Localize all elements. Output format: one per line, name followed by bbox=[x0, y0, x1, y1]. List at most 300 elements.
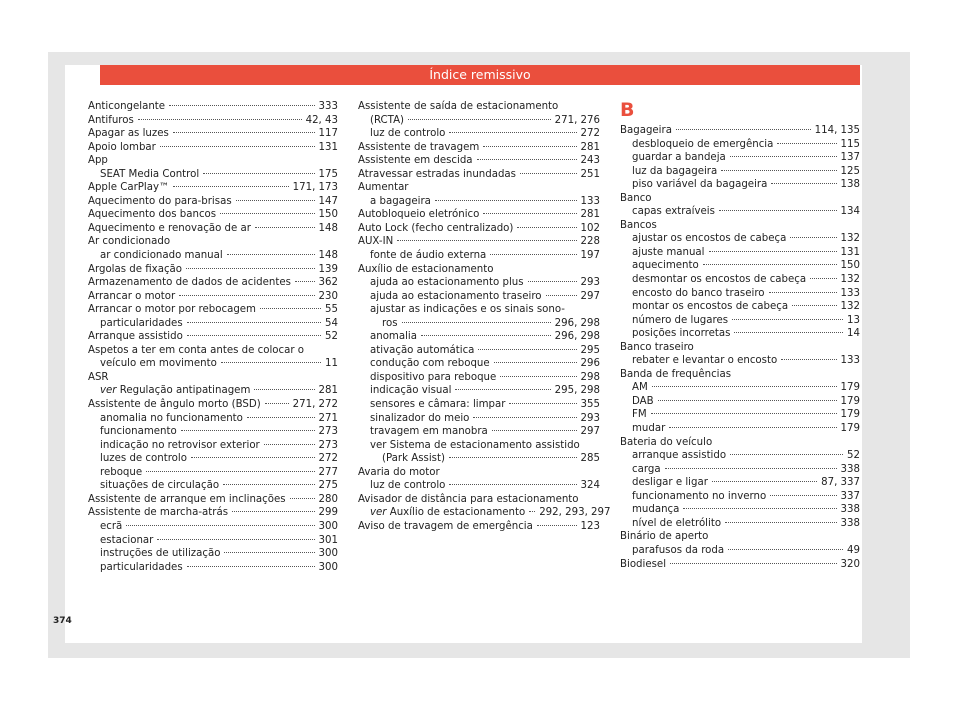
dot-leader bbox=[652, 386, 837, 387]
dot-leader bbox=[449, 457, 577, 458]
index-entry bbox=[358, 290, 600, 304]
index-entry bbox=[88, 290, 338, 304]
index-entry bbox=[358, 344, 600, 358]
index-column-3 bbox=[620, 100, 860, 571]
dot-leader bbox=[477, 159, 577, 160]
entry-label bbox=[100, 439, 260, 453]
entry-label bbox=[358, 520, 533, 534]
dot-leader bbox=[173, 186, 288, 187]
entry-label bbox=[370, 412, 469, 426]
dot-leader bbox=[224, 552, 314, 553]
dot-leader bbox=[651, 413, 837, 414]
dot-leader bbox=[236, 200, 315, 201]
index-entry bbox=[358, 425, 600, 439]
index-entry bbox=[88, 303, 338, 317]
index-heading: Banco traseiro bbox=[620, 341, 694, 353]
entry-text: funcionamento no inverno bbox=[632, 490, 767, 502]
entry-text: situações de circulação bbox=[100, 480, 220, 492]
index-heading: Avisador de distância para estacionamento bbox=[358, 493, 579, 505]
index-entry bbox=[88, 100, 338, 114]
index-entry bbox=[88, 412, 338, 426]
entry-page: 281 bbox=[580, 141, 600, 153]
index-entry bbox=[88, 208, 338, 222]
dot-leader bbox=[260, 308, 321, 309]
entry-page: 179 bbox=[840, 382, 860, 394]
entry-label bbox=[100, 425, 177, 439]
entry-text: condução com reboque bbox=[370, 358, 490, 370]
index-entry bbox=[358, 479, 600, 493]
entry-text: Apagar as luzes bbox=[88, 128, 169, 140]
index-entry bbox=[88, 425, 338, 439]
index-entry bbox=[358, 357, 600, 371]
dot-leader bbox=[769, 292, 837, 293]
entry-label bbox=[632, 408, 647, 422]
entry-label bbox=[370, 344, 474, 358]
index-entry bbox=[88, 330, 338, 344]
entry-page: 271, 272 bbox=[292, 399, 338, 411]
dot-leader bbox=[223, 484, 314, 485]
entry-label bbox=[100, 547, 220, 561]
entry-text: posições incorretas bbox=[632, 328, 731, 340]
index-entry bbox=[620, 259, 860, 273]
index-entry bbox=[358, 208, 600, 222]
entry-label bbox=[370, 127, 445, 141]
entry-label bbox=[632, 314, 728, 328]
entry-label bbox=[370, 398, 505, 412]
entry-page: 295, 298 bbox=[554, 385, 600, 397]
cross-ref-word: ver bbox=[100, 385, 117, 397]
entry-label bbox=[370, 114, 404, 128]
entry-label bbox=[370, 371, 496, 385]
entry-page: 324 bbox=[580, 480, 600, 492]
entry-page: 355 bbox=[580, 399, 600, 411]
index-entry bbox=[88, 114, 338, 128]
entry-text: luz de controlo bbox=[370, 128, 446, 140]
index-entry bbox=[88, 222, 338, 236]
index-entry bbox=[620, 246, 860, 260]
index-entry bbox=[88, 195, 338, 209]
index-entry bbox=[88, 561, 338, 575]
entry-text: mudança bbox=[632, 504, 680, 516]
entry-label bbox=[100, 452, 187, 466]
entry-page: 147 bbox=[318, 195, 338, 207]
entry-label bbox=[100, 249, 223, 263]
dot-leader bbox=[187, 566, 315, 567]
dot-leader bbox=[703, 264, 837, 265]
index-heading: Aspetos a ter em conta antes de colocar o bbox=[88, 344, 305, 356]
entry-page: 333 bbox=[318, 101, 338, 112]
entry-text: FM bbox=[632, 409, 647, 421]
entry-text: Assistente de arranque em inclinações bbox=[88, 493, 286, 505]
entry-text: ajuste manual bbox=[632, 246, 705, 258]
entry-page: 125 bbox=[840, 165, 860, 177]
index-heading: ajustar as indicações e os sinais sono- bbox=[370, 304, 565, 316]
entry-text: (RCTA) bbox=[370, 114, 405, 126]
dot-leader bbox=[254, 389, 314, 390]
index-entry bbox=[358, 276, 600, 290]
index-heading: ver Sistema de estacionamento assistido bbox=[370, 439, 580, 451]
entry-page: 280 bbox=[318, 493, 338, 505]
entry-label bbox=[370, 479, 445, 493]
entry-label bbox=[632, 327, 730, 341]
index-column-2 bbox=[358, 100, 611, 534]
entry-text: ajuda ao estacionamento traseiro bbox=[370, 290, 542, 302]
dot-leader bbox=[537, 525, 577, 526]
dot-leader bbox=[402, 322, 551, 323]
entry-text: Arrancar o motor por rebocagem bbox=[88, 304, 256, 316]
section-title: Índice remissivo bbox=[429, 67, 531, 82]
entry-page: 54 bbox=[325, 317, 338, 329]
index-entry bbox=[88, 506, 338, 520]
entry-text: arranque assistido bbox=[632, 450, 727, 462]
entry-label bbox=[100, 168, 199, 182]
entry-text: Antifuros bbox=[88, 114, 134, 126]
entry-text: travagem em manobra bbox=[370, 426, 488, 438]
entry-text: reboque bbox=[100, 466, 143, 478]
entry-text: estacionar bbox=[100, 534, 154, 546]
index-entry bbox=[88, 384, 338, 398]
dot-leader bbox=[227, 254, 315, 255]
index-heading: Avaria do motor bbox=[358, 466, 440, 478]
entry-label bbox=[632, 449, 726, 463]
index-entry bbox=[358, 235, 600, 249]
dot-leader bbox=[138, 119, 302, 120]
dot-leader bbox=[683, 508, 836, 509]
entry-text: SEAT Media Control bbox=[100, 168, 200, 180]
entry-page: 52 bbox=[325, 331, 338, 343]
index-entry bbox=[88, 493, 338, 507]
dot-leader bbox=[421, 335, 551, 336]
entry-label bbox=[88, 141, 156, 155]
dot-leader bbox=[186, 268, 315, 269]
index-heading: Binário de aperto bbox=[620, 531, 709, 543]
entry-text: Aviso de travagem de emergência bbox=[358, 520, 533, 532]
dot-leader bbox=[483, 146, 576, 147]
entry-text: luz da bagageira bbox=[632, 165, 718, 177]
entry-page: 293 bbox=[580, 277, 600, 289]
index-entry bbox=[620, 517, 860, 531]
entry-text: particularidades bbox=[100, 561, 183, 573]
dot-leader bbox=[529, 511, 535, 512]
index-heading: ASR bbox=[88, 371, 109, 383]
entry-page: 320 bbox=[840, 558, 860, 570]
entry-page: 251 bbox=[580, 168, 600, 180]
index-entry bbox=[358, 114, 600, 128]
index-entry bbox=[620, 381, 860, 395]
index-entry bbox=[620, 138, 860, 152]
entry-text: nível de eletrólito bbox=[632, 517, 722, 529]
entry-page: 132 bbox=[840, 301, 860, 313]
entry-text: luz de controlo bbox=[370, 480, 446, 492]
dot-leader bbox=[265, 403, 289, 404]
entry-text: Arranque assistido bbox=[88, 331, 183, 343]
index-entry bbox=[358, 168, 600, 182]
entry-text: sinalizador do meio bbox=[370, 412, 470, 424]
entry-text: Auto Lock (fecho centralizado) bbox=[358, 222, 514, 234]
index-entry bbox=[358, 222, 600, 236]
dot-leader bbox=[709, 251, 837, 252]
entry-text: anomalia bbox=[370, 331, 418, 343]
entry-text: desbloqueio de emergência bbox=[632, 138, 774, 150]
entry-label bbox=[358, 141, 479, 155]
entry-page: 114, 135 bbox=[814, 125, 860, 136]
entry-label bbox=[632, 354, 777, 368]
entry-text: Armazenamento de dados de acidentes bbox=[88, 277, 291, 289]
entry-page: 134 bbox=[840, 206, 860, 218]
index-heading: Auxílio de estacionamento bbox=[358, 263, 494, 275]
entry-label bbox=[370, 425, 488, 439]
index-entry bbox=[88, 263, 338, 277]
index-entry bbox=[88, 466, 338, 480]
index-entry bbox=[358, 412, 600, 426]
index-entry bbox=[358, 154, 600, 168]
entry-text: dispositivo para reboque bbox=[370, 371, 497, 383]
entry-text: veículo em movimento bbox=[100, 358, 217, 370]
entry-text: desmontar os encostos de cabeça bbox=[632, 274, 807, 286]
entry-page: 243 bbox=[580, 155, 600, 167]
dot-leader bbox=[157, 539, 314, 540]
entry-label bbox=[100, 384, 250, 398]
dot-leader bbox=[247, 417, 315, 418]
index-heading: App bbox=[88, 155, 108, 167]
dot-leader bbox=[712, 481, 817, 482]
entry-label bbox=[358, 235, 393, 249]
dot-leader bbox=[494, 362, 577, 363]
dot-leader bbox=[732, 319, 843, 320]
index-entry bbox=[88, 479, 338, 493]
index-heading: Ar condicionado bbox=[88, 236, 171, 248]
entry-label bbox=[88, 114, 134, 128]
index-entry bbox=[620, 205, 860, 219]
index-heading: Banda de frequências bbox=[620, 368, 732, 380]
index-entry bbox=[358, 520, 600, 534]
entry-page: 281 bbox=[580, 209, 600, 221]
entry-text: ar condicionado manual bbox=[100, 250, 223, 262]
entry-page: 150 bbox=[840, 260, 860, 272]
dot-leader bbox=[187, 335, 321, 336]
entry-page: 362 bbox=[318, 277, 338, 289]
index-entry bbox=[620, 124, 860, 138]
entry-page: 292, 293, 297 bbox=[539, 507, 611, 519]
entry-text: piso variável da bagageira bbox=[632, 179, 768, 191]
entry-page: 272 bbox=[318, 453, 338, 465]
entry-page: 131 bbox=[840, 246, 860, 258]
entry-page: 275 bbox=[318, 480, 338, 492]
dot-leader bbox=[146, 471, 314, 472]
entry-page: 179 bbox=[840, 409, 860, 421]
index-entry bbox=[358, 141, 600, 155]
entry-text: instruções de utilização bbox=[100, 548, 221, 560]
index-entry bbox=[88, 357, 338, 371]
entry-text: Assistente de marcha-atrás bbox=[88, 507, 228, 519]
index-entry bbox=[620, 178, 860, 192]
entry-text: (Park Assist) bbox=[382, 453, 445, 465]
entry-page: 115 bbox=[840, 138, 860, 150]
dot-leader bbox=[483, 213, 576, 214]
index-heading: Bateria do veículo bbox=[620, 436, 713, 448]
entry-page: 338 bbox=[840, 517, 860, 529]
entry-label bbox=[88, 208, 216, 222]
index-entry bbox=[620, 314, 860, 328]
dot-leader bbox=[435, 200, 577, 201]
index-entry bbox=[358, 452, 600, 466]
entry-text: ros bbox=[382, 317, 398, 329]
dot-leader bbox=[449, 484, 576, 485]
entry-page: 133 bbox=[580, 195, 600, 207]
entry-text: ajuda ao estacionamento plus bbox=[370, 277, 524, 289]
entry-text: Assistente em descida bbox=[358, 155, 473, 167]
entry-text: Autobloqueio eletrónico bbox=[358, 209, 480, 221]
entry-text: Aquecimento dos bancos bbox=[88, 209, 217, 221]
entry-label bbox=[88, 330, 183, 344]
entry-label bbox=[632, 151, 726, 165]
index-entry bbox=[620, 544, 860, 558]
entry-label bbox=[88, 398, 261, 412]
index-entry bbox=[358, 127, 600, 141]
entry-text: AUX-IN bbox=[358, 236, 394, 248]
dot-leader bbox=[191, 457, 315, 458]
dot-leader bbox=[500, 376, 576, 377]
dot-leader bbox=[730, 156, 837, 157]
entry-page: 295 bbox=[580, 344, 600, 356]
index-entry bbox=[358, 195, 600, 209]
entry-page: 171, 173 bbox=[292, 182, 338, 194]
entry-label bbox=[370, 384, 451, 398]
dot-leader bbox=[169, 105, 314, 106]
entry-text: Aquecimento e renovação de ar bbox=[88, 222, 251, 234]
index-entry bbox=[620, 354, 860, 368]
dot-leader bbox=[232, 511, 315, 512]
entry-label bbox=[370, 357, 490, 371]
index-entry bbox=[88, 181, 338, 195]
dot-leader bbox=[725, 522, 836, 523]
entry-label bbox=[632, 381, 648, 395]
entry-page: 285 bbox=[580, 453, 600, 465]
entry-label bbox=[100, 412, 243, 426]
entry-label bbox=[632, 300, 788, 314]
dot-leader bbox=[181, 430, 315, 431]
entry-label bbox=[370, 290, 542, 304]
entry-text: guardar a bandeja bbox=[632, 152, 726, 164]
entry-text: ajustar os encostos de cabeça bbox=[632, 233, 787, 245]
entry-label bbox=[100, 466, 142, 480]
entry-text: indicação visual bbox=[370, 385, 452, 397]
index-entry bbox=[358, 506, 611, 520]
dot-leader bbox=[719, 210, 837, 211]
dot-leader bbox=[734, 332, 843, 333]
entry-page: 300 bbox=[318, 561, 338, 573]
index-entry bbox=[358, 384, 600, 398]
entry-page: 272 bbox=[580, 128, 600, 140]
index-entry bbox=[358, 317, 600, 331]
dot-leader bbox=[160, 146, 315, 147]
entry-text: desligar e ligar bbox=[632, 477, 708, 489]
entry-text: Aquecimento do para-brisas bbox=[88, 195, 232, 207]
entry-page: 301 bbox=[318, 534, 338, 546]
index-entry bbox=[88, 439, 338, 453]
entry-page: 298 bbox=[580, 371, 600, 383]
dot-leader bbox=[220, 213, 314, 214]
entry-label bbox=[632, 395, 654, 409]
entry-page: 299 bbox=[318, 507, 338, 519]
entry-page: 137 bbox=[840, 152, 860, 164]
entry-page: 273 bbox=[318, 426, 338, 438]
dot-leader bbox=[546, 295, 577, 296]
index-list-b bbox=[620, 124, 860, 571]
cross-ref-word: ver bbox=[370, 507, 387, 519]
entry-label bbox=[632, 503, 679, 517]
entry-page: 296, 298 bbox=[554, 317, 600, 329]
entry-text: Arrancar o motor bbox=[88, 290, 176, 302]
entry-label bbox=[88, 222, 251, 236]
entry-page: 338 bbox=[840, 463, 860, 475]
entry-text: encosto do banco traseiro bbox=[632, 287, 765, 299]
index-entry bbox=[620, 463, 860, 477]
dot-leader bbox=[528, 281, 577, 282]
entry-label bbox=[100, 520, 122, 534]
entry-text: ativação automática bbox=[370, 344, 475, 356]
dot-leader bbox=[777, 143, 836, 144]
entry-page: 296, 298 bbox=[554, 331, 600, 343]
entry-label bbox=[632, 544, 724, 558]
entry-label bbox=[88, 290, 175, 304]
entry-text: número de lugares bbox=[632, 314, 729, 326]
entry-page: 281 bbox=[318, 385, 338, 397]
entry-page: 132 bbox=[840, 233, 860, 245]
entry-page: 148 bbox=[318, 250, 338, 262]
entry-label bbox=[100, 534, 153, 548]
entry-page: 14 bbox=[847, 328, 860, 340]
entry-text: Anticongelante bbox=[88, 101, 166, 112]
entry-page: 87, 337 bbox=[821, 477, 860, 489]
index-entry bbox=[620, 476, 860, 490]
entry-page: 175 bbox=[318, 168, 338, 180]
entry-label bbox=[632, 259, 699, 273]
dot-leader bbox=[449, 132, 576, 133]
dot-leader bbox=[669, 427, 836, 428]
entry-page: 133 bbox=[840, 287, 860, 299]
entry-page: 13 bbox=[847, 314, 860, 326]
entry-page: 11 bbox=[325, 358, 338, 370]
entry-page: 138 bbox=[840, 179, 860, 191]
dot-leader bbox=[792, 305, 836, 306]
entry-label bbox=[370, 506, 525, 520]
index-entry bbox=[88, 276, 338, 290]
entry-page: 52 bbox=[847, 450, 860, 462]
entry-page: 117 bbox=[318, 128, 338, 140]
index-entry bbox=[358, 249, 600, 263]
entry-page: 277 bbox=[318, 466, 338, 478]
entry-label bbox=[632, 273, 806, 287]
entry-page: 150 bbox=[318, 209, 338, 221]
entry-label bbox=[88, 506, 228, 520]
index-entry bbox=[620, 558, 860, 572]
entry-label bbox=[632, 138, 773, 152]
entry-text: Assistente de travagem bbox=[358, 141, 480, 153]
dot-leader bbox=[810, 278, 836, 279]
entry-label bbox=[370, 195, 431, 209]
entry-page: 42, 43 bbox=[305, 114, 338, 126]
dot-leader bbox=[408, 119, 551, 120]
dot-leader bbox=[509, 403, 576, 404]
index-heading: Bancos bbox=[620, 219, 657, 231]
letter-heading-b: B bbox=[620, 99, 635, 121]
dot-leader bbox=[492, 430, 577, 431]
dot-leader bbox=[665, 468, 837, 469]
entry-text: montar os encostos de cabeça bbox=[632, 301, 789, 313]
dot-leader bbox=[126, 525, 314, 526]
index-entry bbox=[88, 452, 338, 466]
